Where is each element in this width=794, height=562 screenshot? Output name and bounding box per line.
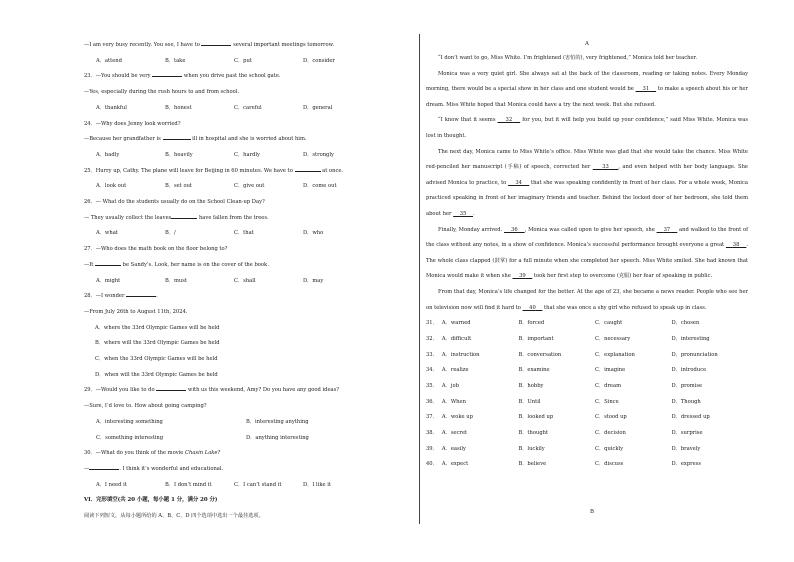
q28-stem: 28．—I wonder .	[84, 293, 158, 300]
choice-row-31: 31． A．warned B．forced C．caught D．chosen	[426, 320, 700, 327]
right-column	[426, 38, 748, 473]
q30-options: A．I need it B．I don’t mind it C．I can’t stand it D．I like it	[96, 481, 331, 488]
choice-row-32: 32． A．difficult B．important C．necessary D．interesting	[426, 335, 710, 342]
left-column	[84, 38, 402, 525]
next-passage-heading: B	[590, 509, 594, 515]
q28-option-c: C．when the 33rd Olympic Games will be held	[95, 356, 218, 363]
passage-paragraph-5: Finally, Monday arrived. 36 , Monica was called upon to give her speech, she 37 and walked to the front of the class without any notes, in a show of confidence. Monica’s successful performance brought everyone a great 38 . The whole class clapped (鼓掌) for a full minute when she completed her speech. Miss White smiled. She had known that Monica would make it when she 39 took her first step to overcome (克服) her fear of speaking in public.	[426, 226, 748, 280]
choice-row-38: 38． A．secret B．thought C．decision D．surprise	[426, 430, 703, 437]
q25-options: A．look out B．set out C．give out D．come out	[96, 183, 337, 190]
passage-paragraph-6: From that day, Monica’s life changed for the better. At the age of 23, she became a news reader. People who see her on television now will find it hard to 40 that she was once a shy girl who refused to speak up in class.	[426, 288, 748, 311]
q28-option-a: A．where the 33rd Olympic Games will be held	[95, 324, 220, 331]
q26-reply: — They usually collect the leaves have fallen from the trees.	[84, 214, 269, 221]
q30-stem: 30．—What do you think of the movie Chasin Lake?	[84, 450, 221, 457]
passage-heading: A	[585, 41, 589, 47]
q29-reply: —Sure, I’d love to. How about going camping?	[84, 403, 207, 410]
q29-options-ab: A．interesting something B．interesting anything	[96, 418, 309, 425]
choice-row-40: 40． A．expect B．believe C．discuss D．express	[426, 461, 702, 468]
q26-options: A．what B．/ C．that D．who	[96, 230, 324, 237]
section-heading: VI．完形填空(共 20 小题，每小题 1 分，满分 20 分)	[84, 497, 218, 504]
q25-stem: 25．Hurry up, Cathy. The plane will leave for Beijing in 60 minutes. We have to at once.	[84, 167, 344, 174]
passage-paragraph-4: The next day, Monica came to Miss White’s office. Miss White was glad that she would take the chance. Miss White red-penciled her manuscript (手稿) of speech, corrected her 33 , and even helped with her body language. She advised Monica to practice, to 34 that she was speaking confidently in front of her class. For a whole week, Monica practiced speaking in front of her imaginary friends and teacher. Behind the locked door of her bedroom, she told them about her 35 .	[426, 148, 748, 217]
q27-options: A．might B．must C．shall D．may	[96, 277, 324, 284]
q29-stem: 29．—Would you like to do with us this weekend, Amy? Do you have any good ideas?	[84, 387, 340, 394]
q27-stem: 27．—Who does the math book on the floor belong to?	[84, 246, 228, 253]
section-instruction: 阅读下列短文，从每小题所给的 A、B、C、D 四个选项中选出一个最佳选项。	[84, 513, 264, 520]
choice-row-34: 34． A．realize B．examine C．imagine D．introduce	[426, 367, 707, 374]
q22-stem: —I am very busy recently. You see, I have to several important meetings tomorrow.	[84, 42, 335, 48]
q29-options-cd: C．something interesting D．anything interesting	[96, 434, 309, 441]
q24-options: A．badly B．heavily C．hardly D．strongly	[96, 151, 334, 158]
q24-reply: —Because her grandfather is ill in hospital and she is worried about him.	[84, 136, 307, 143]
q28-option-b: B．where will the 33rd Olympic Games be held	[95, 340, 220, 347]
q28-reply: —From July 26th to August 11th, 2024.	[84, 308, 188, 315]
q30-reply: — . I think it’s wonderful and educational.	[84, 465, 224, 472]
q24-stem: 24．—Why does Jenny look worried?	[84, 120, 181, 127]
choice-row-39: 39． A．easily B．luckily C．quickly D．bravely	[426, 445, 701, 452]
passage-paragraph-2: Monica was a very quiet girl. She always sat at the back of the classroom, reading or taking notes. Every Monday morning, there would be a special show in her class and one student would be 31 to make a speech about his or her dream. Miss White hoped that Monica could have a try the next week. But she refused.	[426, 70, 748, 108]
q27-reply: —It be Sandy’s. Look, her name is on the cover of the book.	[84, 261, 269, 268]
q28-option-d: D．when will the 33rd Olympic Games be held	[95, 371, 218, 378]
q23-stem: 23．—You should be very when you drive past the school gate.	[84, 73, 281, 80]
passage-paragraph-3: “I know that it seems 32 for you, but it will help you build up your confidence,” said Miss White. Monica was lost in thought.	[426, 117, 748, 139]
choice-row-37: 37． A．woke up B．looked up C．stood up D．dressed up	[426, 414, 710, 421]
column-divider	[419, 34, 420, 524]
choice-row-36: 36． A．When B．Until C．Since D．Though	[426, 398, 701, 405]
q23-options: A．thankful B．honest C．careful D．general	[96, 104, 333, 111]
q23-reply: —Yes, especially during the rush hours to and from school.	[84, 89, 240, 96]
choice-row-33: 33． A．instruction B．conversation C．explanation D．pronunciation	[426, 351, 718, 358]
q26-stem: 26．— What do the students usually do on the School Clean-up Day?	[84, 199, 265, 206]
q22-options: A．attend B．take C．put D．consider	[96, 57, 335, 64]
passage-paragraph-1: “I don’t want to go, Miss White. I’m frightened (害怕的), very frightened,” Monica told her teacher.	[438, 55, 698, 61]
choice-row-35: 35． A．job B．hobby C．dream D．promise	[426, 382, 703, 389]
